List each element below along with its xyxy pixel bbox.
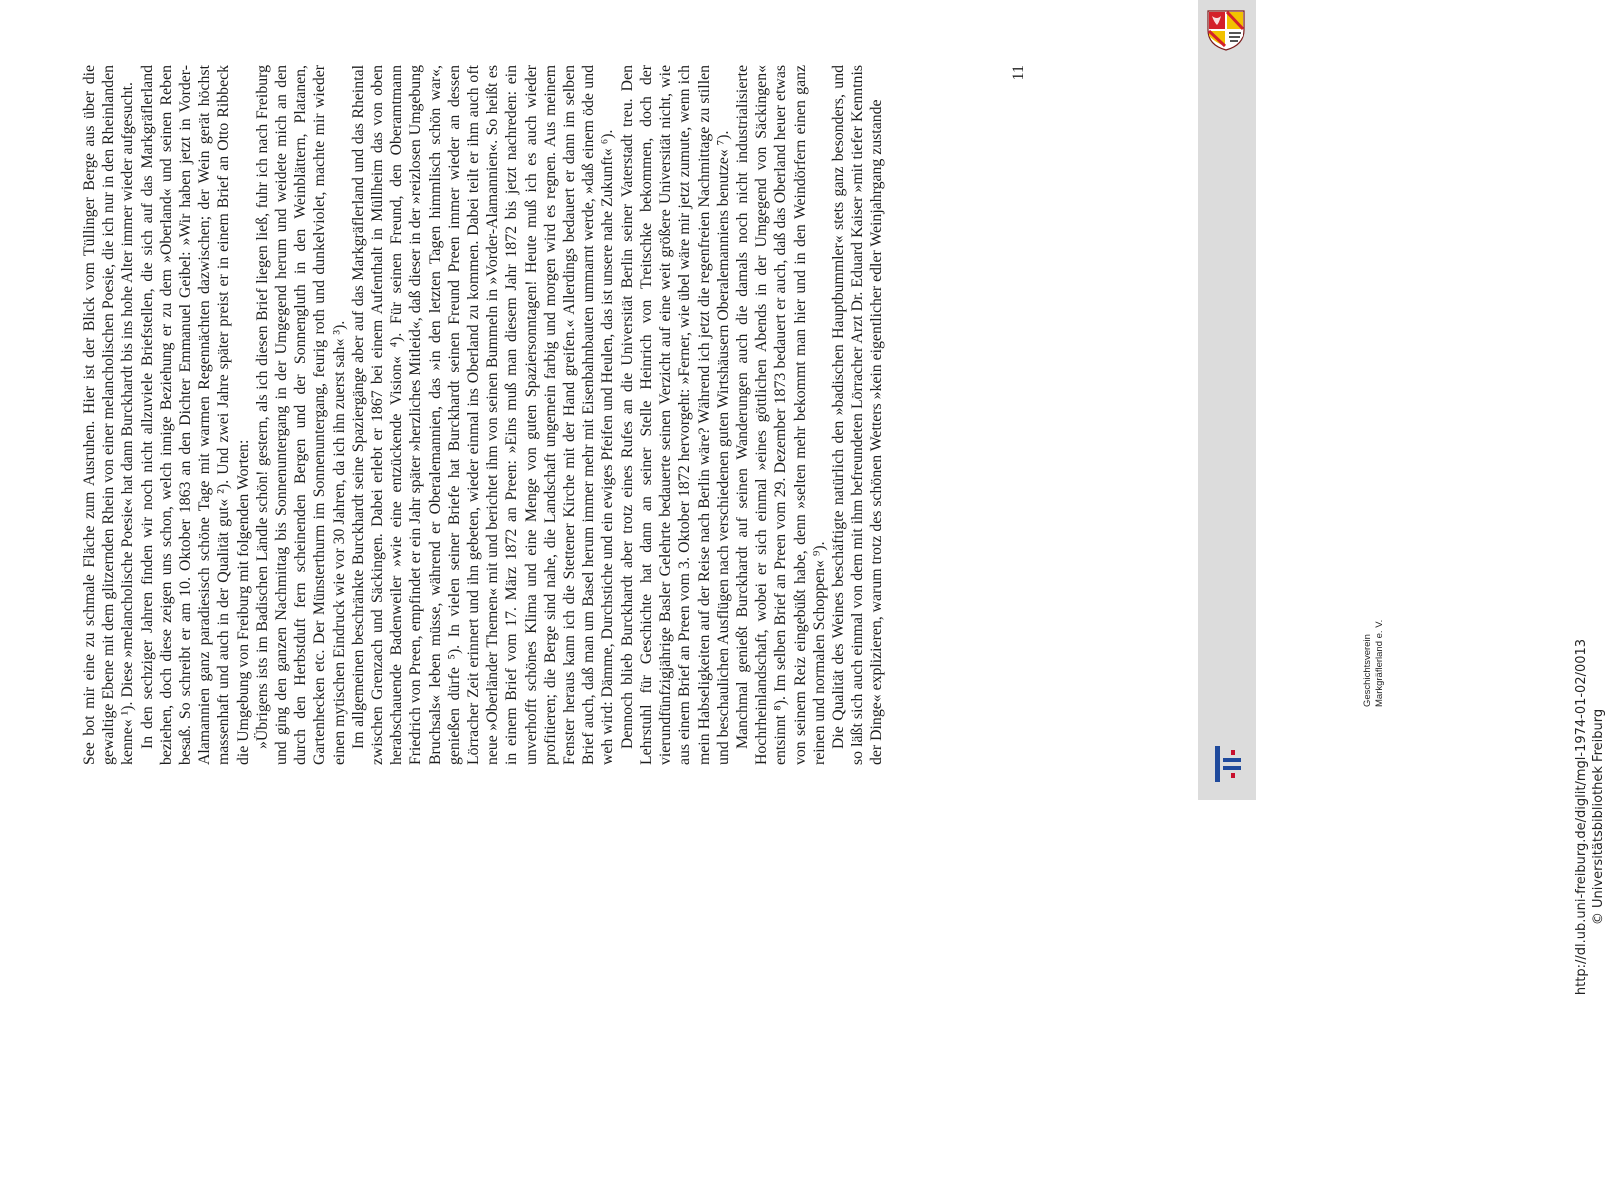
coat-of-arms-icon — [1204, 8, 1248, 52]
paragraph: Manchmal genießt Burckhardt auf seinen Wanderungen auch die damals noch nicht industrialisierte Hochrheinlandschaft, wobei er sich einmal »eines göttlichen Abends in der Umgegend von Säckingen« entsinnt ⁸). Im selben Brief an Preen vom 29. Dezember 1873 bedauert er auch, daß das Oberland heuer etwas von seinem Reiz eingebüßt habe, denn »selten mehr bekommt man hier und in den Weindörfern einen ganz reinen und normalen Schoppen« ⁹). — [733, 65, 828, 765]
paragraph: Dennoch blieb Burckhardt aber trotz eines Rufes an die Universität Berlin seiner Vaterstadt treu. Den Lehrstuhl für Geschichte hat dann an seiner Stelle Heinrich von Treitschke bekommen, doch der vierundfünfzigjährige Basler Gelehrte bedauerte seinen Verzicht auf eine weit größere Universität nicht, wie aus einem Brief an Preen vom 3. Oktober 1872 hervorgeht: »Ferner, wie übel wäre mir jetzt zumute, wenn ich mein Habseligkeiten auf der Reise nach Berlin wäre? Während ich jetzt die regenfreien Nachmittage zu stillen und beschaulichen Ausflügen nach verschiedenen guten Wirtshäusern Oberalemanniens benutze« ⁷). — [618, 65, 732, 765]
page-number: 11 — [1010, 65, 1027, 81]
paragraph: In den sechziger Jahren finden wir noch nicht allzuviele Briefstellen, die sich auf das Markgräflerland beziehen, doch diese zeigen uns schon, welch innige Beziehung er zu dem »Oberland« und seinen Reben besaß. So schreibt er am 10. Oktober 1863 an den Dichter Emmanuel Geibel: »Wir haben jetzt in Vorder-Alamannien ganz paradiesisch schöne Tage mit warmen Regennächten dazwischen; der Wein gerät höchst massenhaft und auch in der Qualität gut« ²). Und zwei Jahre später preist er in einem Brief an Otto Ribbeck die Umgebung von Freiburg mit folgenden Worten: — [138, 65, 252, 765]
ub-freiburg-logo-icon — [1209, 744, 1245, 784]
source-caption — [1573, 437, 1607, 1197]
body-text — [80, 65, 998, 765]
association-name: Geschichtsverein — [1362, 634, 1373, 707]
paragraph: Im allgemeinen beschränkte Burckhardt seine Spaziergänge aber auf das Markgräflerland und das Rheintal zwischen Grenzach und Säckingen. Dabei erlebt er 1867 bei einem Aufenthalt in Müllheim das von oben herabschauende Badenweiler »wie eine entzückende Vision« ⁴). Für seinen Freund, den Oberamtmann Friedrich von Preen, empfindet er ein Jahr später »herzliches Mitleid«, daß dieser in der »reizlosen Umgebung Bruchsals« leben müsse, während er Oberalemannien, das »in den letzten Tagen himmlisch schön war«, genießen dürfe ⁵). In vielen seiner Briefe hat Burckhardt seinen Freund Preen immer wieder an dessen Lörracher Zeit erinnert und ihn gebeten, wieder einmal ins Oberland zu kommen. Dabei teilt er ihm auch oft neue »Oberländer Themen« mit und berichtet ihm von seinen Bummeln in »Vorder-Alamannien«. So heißt es in einem Brief vom 17. März 1872 an Preen: »Eins muß man diesem Jahr 1872 bis jetzt nachreden: ein unverhofft schönes Klima und eine Menge von guten Spaziersonntagen! Heute muß ich es auch wieder profitieren; die Berge sind nahe, die Landschaft ungemein farbig und morgen wird es regnen. Aus meinem Fenster heraus kann ich die Stettener Kirche mit der Hand greifen.« Allerdings bedauert er dann im selben Brief auch, daß man um Basel herum immer mehr mit Eisenbahnbauten ummarnt werde, »daß einem öde und weh wird: Dämme, Durchstiche und ein ewiges Pfeifen und Heulen, das ist unsere nahe Zukunft« ⁶). — [349, 65, 617, 765]
association-caption — [1362, 387, 1386, 707]
paragraph: See bot mir eine zu schmale Fläche zum Ausruhen. Hier ist der Blick vom Tüllinger Berge aus über die gewaltige Ebene mit dem glitzernden Rhein von einer melancholischen Poesie, die ich nur in den Rheinlanden kenne« ¹). Diese »melancholische Poesie« hat dann Burckhardt bis ins hohe Alter immer wieder aufgesucht. — [81, 65, 137, 765]
paragraph: »Übrigens ists im Badischen Ländle schön! gestern, als ich diesen Brief liegen ließ, fuhr ich nach Freiburg und ging den ganzen Nachmittag bis Sonnenuntergang in der Umgegend herum und weidete mich an den durch den Herbstduft fern scheinenden Bergen und der Sonnengluth in den Weinblättern, Platanen, Gartenhecken etc. Der Münsterthurm im Sonnenuntergang, feurig roth und dunkelviolet, machte mir wieder einen mytischen Eindruck wie vor 30 Jahren, da ich ihn zuerst sah« ³). — [253, 65, 348, 765]
rotated-page-content — [80, 65, 1045, 765]
association-region: Markgräflerland e. V. — [1374, 619, 1385, 707]
viewer-sidebar — [1198, 0, 1606, 996]
scanned-page — [0, 0, 1198, 800]
copyright-notice: © Universitätsbibliothek Freiburg — [1591, 708, 1606, 926]
source-url-link[interactable]: http://dl.ub.uni-freiburg.de/diglit/mgl-1974-01-02/0013 — [1574, 638, 1589, 996]
paragraph: Die Qualität des Weines beschäftigte natürlich den »badischen Hauptbummler« stets ganz besonders, und so läßt sich auch einmal von dem mit ihm befreundeten Lörracher Arzt Dr. Eduard Kaiser »mit tiefer Kenntnis der Dinge« explizieren, warum trotz des schönen Wetters »kein eigentlicher edler Weinjahrgang zustande — [829, 65, 886, 765]
